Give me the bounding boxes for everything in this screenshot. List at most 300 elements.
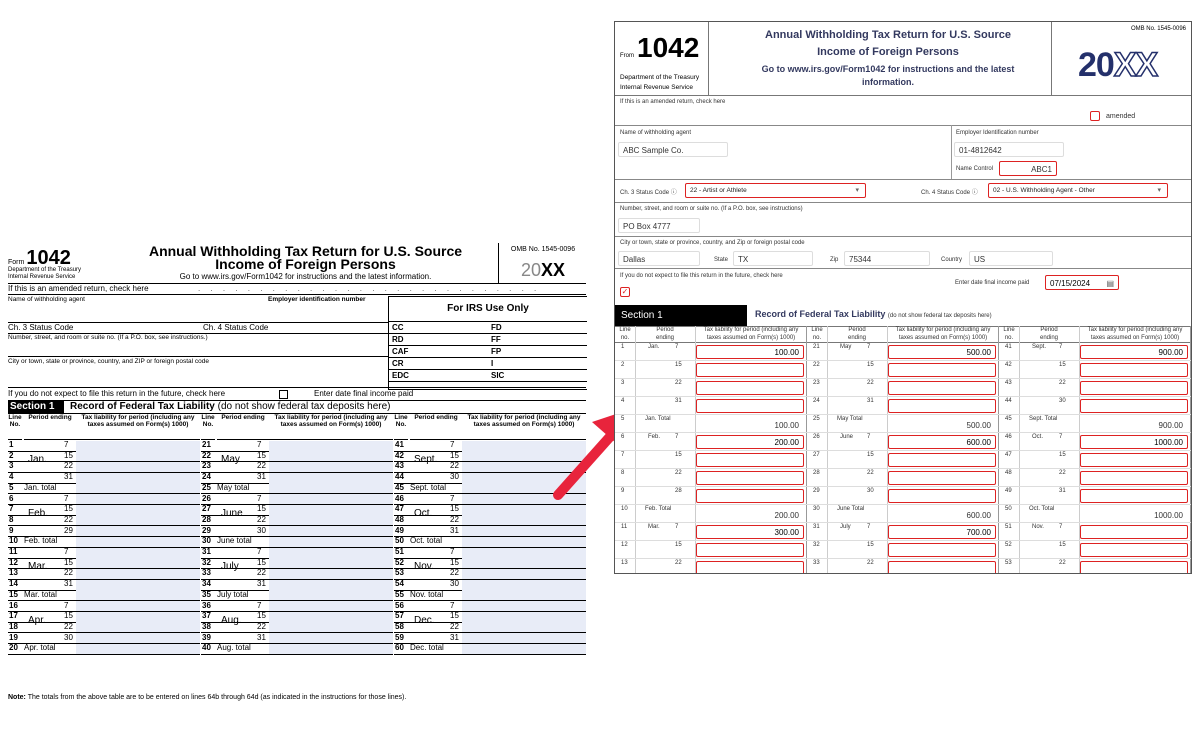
title-line: Annual Withholding Tax Return for U.S. Source (765, 29, 1011, 41)
liability-input[interactable] (888, 453, 996, 467)
liability-input[interactable]: 500.00 (888, 345, 996, 359)
period-day: 15 (867, 542, 874, 548)
digital-goto (733, 63, 1043, 89)
form-number: 1042 (26, 247, 71, 269)
line-number: 35 (202, 589, 211, 599)
liability-field[interactable] (462, 569, 586, 579)
line-number: 5 (621, 416, 625, 422)
liability-field[interactable] (462, 526, 586, 536)
line-number: 22 (202, 450, 211, 460)
liability-input[interactable] (888, 561, 996, 574)
line-number: 4 (9, 472, 14, 482)
line-number: 51 (395, 547, 404, 556)
year-prefix: 20 (520, 260, 541, 280)
calendar-icon[interactable]: ▤ (1106, 279, 1114, 288)
liability-field[interactable] (76, 462, 200, 472)
liability-field[interactable] (269, 451, 393, 461)
month-total-label: Oct. total (410, 536, 443, 546)
liability-field[interactable] (76, 441, 200, 451)
line-number: 16 (9, 600, 18, 610)
liability-field[interactable] (269, 633, 393, 643)
liability-total-field[interactable] (462, 537, 586, 547)
liability-field[interactable] (76, 451, 200, 461)
col-header-text: Tax liability for period (including any (703, 327, 799, 333)
period-day: 22 (257, 568, 266, 578)
period-day: 7 (257, 440, 262, 449)
month-label: Feb. (28, 507, 49, 519)
line-number: 34 (202, 579, 211, 589)
liability-field[interactable] (462, 580, 586, 590)
final-date-input[interactable] (1045, 275, 1119, 290)
line-number: 49 (395, 525, 404, 535)
ch4-value: 02 - U.S. Withholding Agent - Other (993, 187, 1095, 194)
liability-input[interactable]: 100.00 (696, 345, 804, 359)
line-number: 15 (9, 589, 18, 599)
period-day: 30 (64, 632, 73, 642)
liability-total-field[interactable] (76, 644, 200, 654)
liability-total-field[interactable] (462, 590, 586, 600)
line-number: 24 (813, 398, 820, 404)
table-row (999, 378, 1191, 379)
period-day: 7 (450, 440, 455, 449)
liability-field[interactable] (269, 558, 393, 568)
digital-header (615, 22, 1191, 96)
irs-code: FP (491, 347, 502, 356)
table-row (999, 360, 1191, 361)
agent-name-input[interactable]: ABC Sample Co. (618, 142, 728, 157)
col-header-liability: Tax liability for period (including any taxes assumed on Form(s) 1000) (269, 414, 393, 440)
month-total-label: Apr. total (24, 643, 56, 653)
ch4-status-select[interactable] (988, 183, 1168, 198)
period-day: 22 (450, 514, 459, 524)
final-date-value: 07/15/2024 (1050, 279, 1091, 288)
liability-input[interactable]: 1000.00 (1080, 435, 1188, 449)
table-row (807, 540, 999, 541)
liability-field[interactable] (462, 515, 586, 525)
liability-input[interactable]: 700.00 (888, 525, 996, 539)
col-header-text: Period (848, 327, 866, 333)
zip-input[interactable]: 75344 (844, 251, 930, 266)
ein-input[interactable]: 01-4812642 (954, 142, 1064, 157)
line-number: 26 (202, 493, 211, 503)
divider (8, 294, 586, 295)
month-label: Nov. (1032, 524, 1044, 530)
period-day: 22 (450, 621, 459, 631)
omb-number: OMB No. 1545-0096 (510, 246, 576, 253)
month-total-label: Feb. total (24, 536, 58, 546)
line-number: 30 (202, 536, 211, 546)
liability-input[interactable]: 300.00 (696, 525, 804, 539)
line-number: 19 (9, 632, 18, 642)
liability-field[interactable] (462, 633, 586, 643)
col-header-liability: Tax liability for period (including any taxes assumed on Form(s) 1000) (76, 414, 200, 440)
line-number: 43 (395, 461, 404, 471)
period-day: 7 (1059, 524, 1063, 530)
month-total-label: Mar. total (24, 589, 57, 599)
liability-field[interactable] (76, 473, 200, 483)
section-title (70, 401, 391, 413)
col-header-text: Line (619, 327, 631, 333)
ch3-status-select[interactable] (685, 183, 866, 198)
line-number: 25 (813, 416, 820, 422)
paper-note: Note: The totals from the above table are to be entered on lines 64b through 64d (as indicated in the instructions for those lines). (8, 694, 407, 701)
ch4-label (921, 187, 978, 196)
liability-input[interactable] (888, 543, 996, 557)
line-number: 33 (813, 560, 820, 566)
liability-field[interactable] (76, 601, 200, 611)
state-label: State (714, 257, 729, 263)
month-label: Nov. (414, 561, 434, 572)
line-number: 46 (395, 493, 404, 503)
name-control-input[interactable]: ABC1 (999, 161, 1057, 176)
period-day: 7 (1059, 344, 1063, 350)
liability-field[interactable] (76, 505, 200, 515)
liability-input[interactable] (1080, 381, 1188, 395)
divider (615, 179, 1191, 180)
title-line: Income of Foreign Persons (215, 256, 396, 272)
title-line: Income of Foreign Persons (817, 46, 959, 58)
liability-field[interactable] (269, 548, 393, 558)
period-day: 22 (64, 621, 73, 631)
period-day: 15 (257, 557, 266, 567)
table-row (807, 486, 999, 487)
line-number: 23 (202, 461, 211, 471)
line-number: 39 (202, 632, 211, 642)
liability-field[interactable] (269, 515, 393, 525)
period-day: 7 (450, 547, 455, 556)
irs-code: CR (392, 359, 404, 368)
irs-code: EDC (392, 371, 409, 380)
liability-input[interactable] (1080, 489, 1188, 503)
liability-input[interactable] (888, 471, 996, 485)
table-row (807, 396, 999, 397)
month-label: Oct. (414, 507, 433, 519)
col-header-liability (1079, 326, 1191, 343)
month-total-label: Dec. total (410, 643, 444, 653)
line-number: 7 (9, 504, 14, 514)
col-header-text: taxes assumed on Form(s) 1000) (706, 335, 796, 341)
info-icon[interactable]: ⓘ (971, 190, 978, 196)
liability-field[interactable] (76, 548, 200, 558)
month-total-label: Jan. Total (645, 416, 671, 422)
period-day: 22 (257, 461, 266, 471)
liability-input[interactable] (888, 363, 996, 377)
month-total-label: Jan. total (24, 482, 57, 492)
liability-input[interactable] (1080, 453, 1188, 467)
col-header-text: Period (1040, 327, 1058, 333)
period-day: 22 (867, 470, 874, 476)
liability-total-field[interactable] (269, 483, 393, 493)
month-label: Apr. (28, 614, 46, 626)
table-row (999, 432, 1191, 433)
final-date-label: Enter date final income paid (955, 280, 1030, 286)
liability-input[interactable] (696, 381, 804, 395)
liability-field[interactable] (269, 494, 393, 504)
year-suffix: XX (1113, 46, 1158, 84)
from-word: From (620, 53, 634, 59)
period-day: 15 (675, 452, 682, 458)
line-number: 5 (9, 482, 14, 492)
liability-field[interactable] (269, 622, 393, 632)
line-number: 1 (9, 440, 14, 449)
not-file-checkbox[interactable] (620, 287, 630, 297)
line-number: 37 (202, 611, 211, 621)
digital-section-1-bar (615, 305, 1191, 327)
line-number: 49 (1005, 488, 1012, 494)
irs-code: SIC (491, 371, 505, 380)
col-header-period: Period ending (217, 414, 269, 440)
liability-field[interactable] (269, 601, 393, 611)
divider (951, 125, 952, 179)
liability-field[interactable] (76, 569, 200, 579)
table-row (999, 522, 1191, 523)
liability-input[interactable]: 900.00 (1080, 345, 1188, 359)
liability-input[interactable] (1080, 399, 1188, 413)
period-day: 22 (1059, 560, 1066, 566)
month-total-label: June Total (837, 506, 865, 512)
dot-leader: . . . . . . . . . . . . . . . . . . . . . . . . . . . . (198, 284, 541, 293)
liability-total-field[interactable] (462, 644, 586, 654)
liability-input[interactable] (696, 543, 804, 557)
table-row (807, 414, 999, 415)
period-day: 22 (1059, 380, 1066, 386)
liability-input[interactable] (1080, 561, 1188, 574)
irs-use-box (388, 296, 587, 390)
line-number: 60 (395, 643, 404, 653)
col-header-text: Tax liability for period (including any (895, 327, 991, 333)
month-total-label: May total (217, 482, 250, 492)
period-day: 22 (867, 560, 874, 566)
line-number: 26 (813, 434, 820, 440)
line-number: 50 (1005, 506, 1012, 512)
col-header-text: Period (656, 327, 674, 333)
period-day: 7 (675, 344, 679, 350)
period-day: 15 (1059, 362, 1066, 368)
liability-field[interactable] (76, 633, 200, 643)
line-number: 20 (9, 643, 18, 653)
line-number: 48 (1005, 470, 1012, 476)
month-total-label: Sept. total (410, 482, 447, 492)
liability-field[interactable] (462, 601, 586, 611)
paper-city-label: City or town, state or province, country, and ZIP or foreign postal code (8, 358, 209, 365)
month-label: Aug. (221, 614, 242, 626)
line-number: 31 (813, 524, 820, 530)
line-number: 11 (621, 524, 628, 530)
line-number: 54 (395, 579, 404, 589)
month-label: June (221, 507, 243, 519)
liability-field[interactable] (269, 612, 393, 622)
name-control-label: Name Control (956, 166, 994, 172)
liability-field[interactable] (76, 515, 200, 525)
divider (615, 125, 1191, 126)
period-day: 15 (867, 362, 874, 368)
liability-input[interactable] (1080, 543, 1188, 557)
line-number: 17 (9, 611, 18, 621)
table-row (999, 540, 1191, 541)
table-row (999, 414, 1191, 415)
liability-input[interactable] (888, 399, 996, 413)
liability-input[interactable] (888, 489, 996, 503)
liability-field[interactable] (462, 622, 586, 632)
line-number: 53 (395, 568, 404, 578)
table-row (615, 468, 807, 469)
liability-field[interactable] (76, 580, 200, 590)
divider (615, 236, 1191, 237)
liability-field[interactable] (269, 505, 393, 515)
section-title-text: Record of Federal Tax Liability (70, 401, 215, 412)
city-input[interactable]: Dallas (618, 251, 700, 266)
liability-input[interactable] (696, 363, 804, 377)
period-day: 22 (675, 470, 682, 476)
period-day: 31 (867, 398, 874, 404)
liability-input[interactable] (696, 453, 804, 467)
table-row (615, 360, 807, 361)
period-day: 31 (257, 579, 266, 589)
col-header-line (999, 326, 1019, 343)
paper-amended-label: If this is an amended return, check here (8, 284, 149, 293)
liability-total-field[interactable] (76, 537, 200, 547)
period-day: 15 (867, 452, 874, 458)
ch4-label-text: Ch. 4 Status Code (921, 190, 971, 196)
irs-code: I (491, 359, 494, 368)
liability-input[interactable] (696, 399, 804, 413)
line-number: 32 (813, 542, 820, 548)
period-day: 29 (64, 525, 73, 535)
digital-form-box (615, 22, 709, 95)
state-input[interactable]: TX (733, 251, 813, 266)
period-day: 15 (64, 450, 73, 460)
period-day: 7 (450, 600, 455, 610)
liability-field[interactable] (269, 462, 393, 472)
irs-code-row (389, 334, 587, 346)
dept-line: Department of the Treasury (8, 267, 82, 273)
col-header-liability (695, 326, 807, 343)
liability-total-field[interactable] (269, 537, 393, 547)
period-day: 22 (64, 461, 73, 471)
table-row (615, 432, 807, 433)
liability-input[interactable] (696, 489, 804, 503)
line-number: 7 (621, 452, 625, 458)
month-label: Sept. (1032, 344, 1047, 350)
info-icon[interactable]: ⓘ (670, 190, 677, 196)
col-header-period: Period ending (24, 414, 76, 440)
paper-title (118, 245, 493, 271)
liability-input[interactable] (1080, 471, 1188, 485)
line-number: 53 (1005, 560, 1012, 566)
month-total-label: July total (217, 589, 249, 599)
liability-field[interactable] (76, 612, 200, 622)
liability-input[interactable] (696, 471, 804, 485)
liability-total-field[interactable] (76, 590, 200, 600)
line-number: 40 (202, 643, 211, 653)
liability-field[interactable] (269, 569, 393, 579)
liability-total-field[interactable] (269, 644, 393, 654)
line-number: 8 (621, 470, 625, 476)
ch3-label-text: Ch. 3 Status Code (620, 190, 670, 196)
goto-line: Go to www.irs.gov/Form1042 for instructions and the latest (761, 64, 1015, 74)
period-day: 31 (64, 579, 73, 589)
dept-line: Department of the Treasury (620, 74, 700, 81)
line-number: 30 (813, 506, 820, 512)
liability-total-field[interactable] (269, 590, 393, 600)
divider (8, 356, 388, 357)
period-day: 30 (867, 488, 874, 494)
col-header-text: taxes assumed on Form(s) 1000) (1090, 335, 1180, 341)
month-label: May (221, 454, 240, 465)
month-label: July (840, 524, 851, 530)
liability-input[interactable] (696, 561, 804, 574)
table-row (615, 378, 807, 379)
tax-year (499, 260, 587, 281)
month-label: Mar. (648, 524, 660, 530)
liability-input[interactable]: 200.00 (696, 435, 804, 449)
line-number: 27 (202, 504, 211, 514)
period-day: 15 (450, 557, 459, 567)
line-number: 33 (202, 568, 211, 578)
liability-input[interactable]: 600.00 (888, 435, 996, 449)
liability-input[interactable] (1080, 525, 1188, 539)
liability-input[interactable] (1080, 363, 1188, 377)
period-day: 7 (257, 600, 262, 610)
irs-code: FF (491, 335, 501, 344)
liability-field[interactable] (76, 622, 200, 632)
line-number: 45 (1005, 416, 1012, 422)
month-label: Feb. (648, 434, 661, 440)
period-day: 15 (257, 450, 266, 460)
line-number: 12 (9, 557, 18, 567)
liability-field[interactable] (462, 548, 586, 558)
month-total-label: Aug. total (217, 643, 251, 653)
col-header-text: Line (811, 327, 823, 333)
amended-checkbox[interactable] (1090, 111, 1100, 121)
year-prefix: 20 (1078, 46, 1114, 84)
period-day: 22 (257, 514, 266, 524)
liability-field[interactable] (269, 580, 393, 590)
liability-total-field[interactable] (76, 483, 200, 493)
period-day: 30 (450, 579, 459, 589)
period-day: 30 (257, 525, 266, 535)
line-number: 55 (395, 589, 404, 599)
col-header-text: Tax liability for period (including any (1087, 327, 1183, 333)
liability-field[interactable] (76, 526, 200, 536)
liability-field[interactable] (462, 558, 586, 568)
line-number: 47 (395, 504, 404, 514)
liability-field[interactable] (269, 526, 393, 536)
liability-field[interactable] (462, 612, 586, 622)
section-label: Section 1 (8, 401, 64, 413)
line-number: 42 (395, 450, 404, 460)
liability-field[interactable] (269, 441, 393, 451)
col-header-line: Line No. (8, 414, 22, 440)
amended-label: If this is an amended return, check here (620, 99, 726, 105)
line-number: 3 (9, 461, 14, 471)
line-number: 11 (9, 547, 18, 556)
liability-field[interactable] (76, 494, 200, 504)
liability-field[interactable] (76, 558, 200, 568)
period-day: 15 (64, 557, 73, 567)
street-input[interactable]: PO Box 4777 (618, 218, 700, 233)
period-day: 15 (450, 504, 459, 514)
col-header-text: no. (620, 335, 630, 341)
table-row (807, 468, 999, 469)
country-input[interactable]: US (969, 251, 1053, 266)
month-label: Jan. (648, 344, 660, 350)
liability-field[interactable] (269, 473, 393, 483)
paper-not-file-checkbox[interactable] (279, 390, 288, 399)
col-header-text: taxes assumed on Form(s) 1000) (898, 335, 988, 341)
liability-input[interactable] (888, 381, 996, 395)
month-label: May (840, 344, 852, 350)
